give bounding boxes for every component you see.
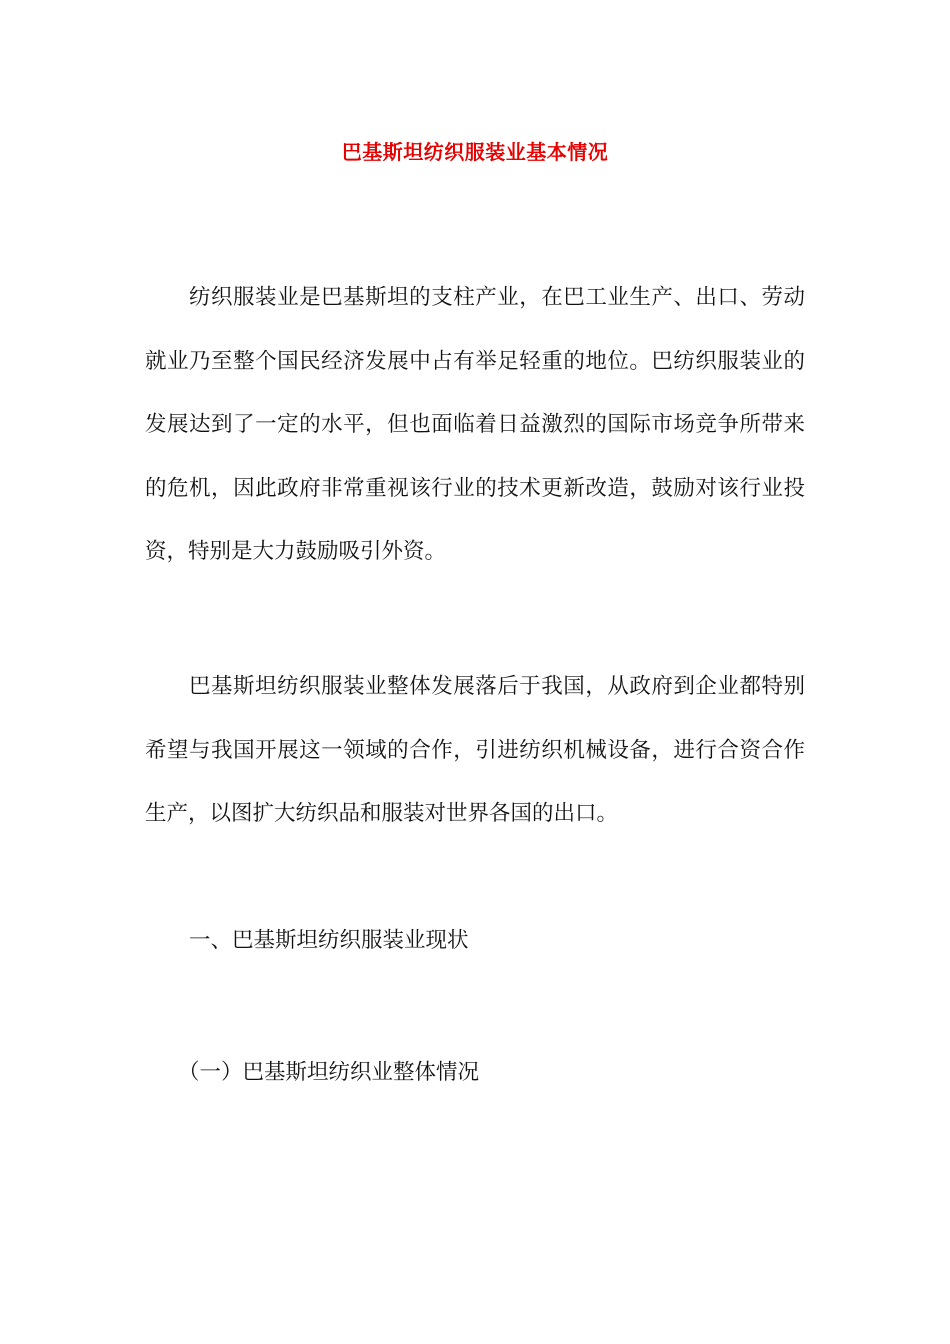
- section-heading: 一、巴基斯坦纺织服装业现状: [189, 928, 469, 953]
- document-title: 巴基斯坦纺织服装业基本情况: [341, 140, 609, 164]
- body-paragraph-1: 纺织服装业是巴基斯坦的支柱产业，在巴工业生产、出口、劳动就业乃至整个国民经济发展中占有举足轻重的地位。巴纺织服装业的发展达到了一定的水平，但也面临着日益激烈的国际市场竞争所带来的危机，因此政府非常重视该行业的技术更新改造，鼓励对该行业投资，特别是大力鼓励吸引外资。: [145, 285, 805, 564]
- subsection-heading: （一）巴基斯坦纺织业整体情况: [178, 1060, 480, 1085]
- body-paragraph-2: 巴基斯坦纺织服装业整体发展落后于我国，从政府到企业都特别希望与我国开展这一领域的合作，引进纺织机械设备，进行合资合作生产，以图扩大纺织品和服装对世界各国的出口。: [145, 674, 805, 826]
